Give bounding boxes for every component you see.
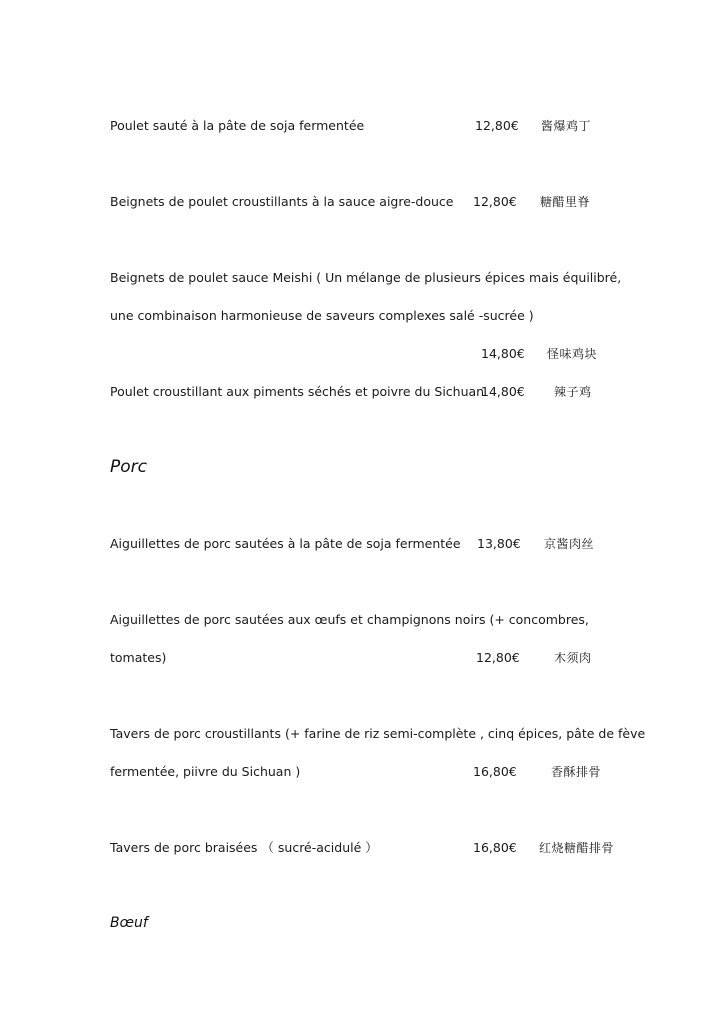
dish-chinese-name: 酱爆鸡丁 [541,119,592,133]
dish-price: 16,80€ [473,764,517,779]
dish-price: 12,80€ [473,194,517,209]
dish-price: 14,80€ [481,384,525,399]
dish-name-line2: une combinaison harmonieuse de saveurs complexes salé -sucrée ) [110,308,534,323]
dish-name: Aiguillettes de porc sautées à la pâte de soja fermentée [110,536,461,551]
dish-price: 12,80€ [476,650,520,665]
dish-price: 12,80€ [475,118,519,133]
dish-name-line1: Beignets de poulet sauce Meishi ( Un mélange de plusieurs épices mais équilibré, [110,270,622,285]
dish-name: Tavers de porc braisées （ sucré-acidulé ） [110,840,378,855]
dish-chinese-name: 木须肉 [554,651,592,665]
dish-chinese-name: 辣子鸡 [554,385,592,399]
dish-price: 16,80€ [473,840,517,855]
dish-chinese-name: 怪味鸡块 [547,347,598,361]
dish-name: Beignets de poulet croustillants à la sauce aigre-douce [110,194,454,209]
section-title-porc: Porc [110,457,147,477]
dish-price: 14,80€ [481,346,525,361]
dish-chinese-name: 糖醋里脊 [540,195,591,209]
dish-name: Poulet croustillant aux piments séchés et poivre du Sichuan [110,384,485,399]
dish-price: 13,80€ [477,536,521,551]
dish-name-line1: Aiguillettes de porc sautées aux œufs et champignons noirs (+ concombres, [110,612,589,627]
dish-chinese-name: 京酱肉丝 [544,537,595,551]
dish-name-line2: tomates) [110,650,167,665]
dish-chinese-name: 香酥排骨 [551,765,602,779]
dish-name-line2: fermentée, piivre du Sichuan ) [110,764,301,779]
dish-chinese-name: 红烧糖醋排骨 [539,841,615,855]
dish-name-line1: Tavers de porc croustillants (+ farine de riz semi-complète , cinq épices, pâte de fève [110,726,646,741]
dish-name: Poulet sauté à la pâte de soja fermentée [110,118,365,133]
section-title-boeuf: Bœuf [110,915,148,931]
